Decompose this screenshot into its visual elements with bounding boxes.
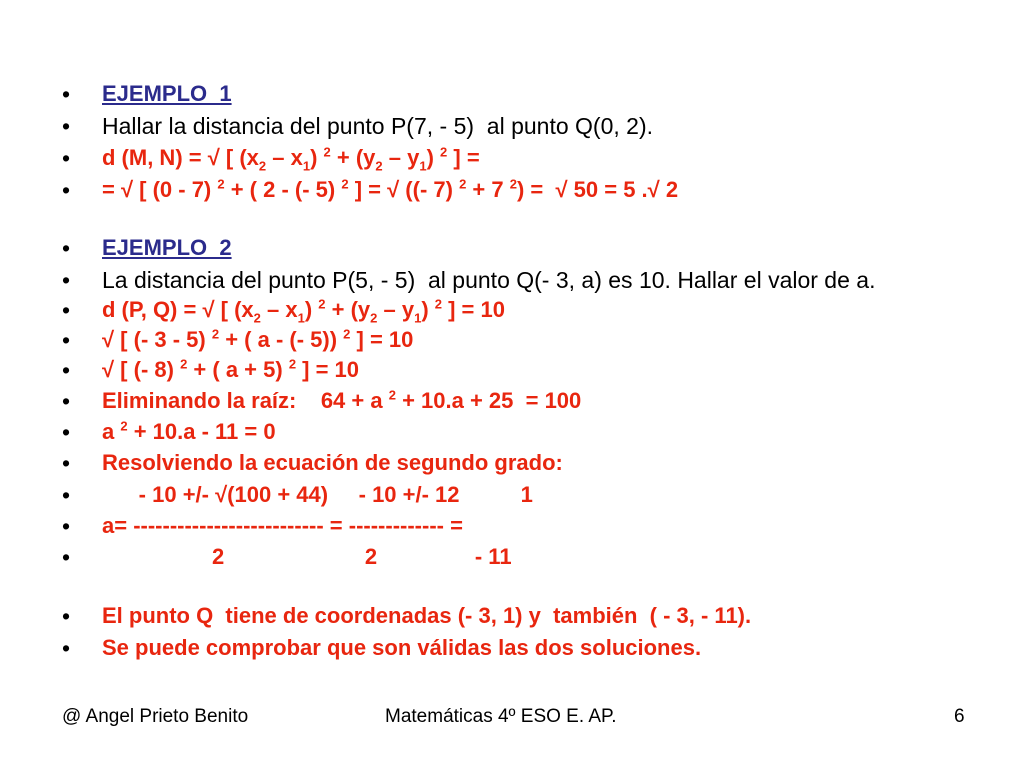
bullet-line-11 xyxy=(62,416,276,448)
conclusion-verify: Se puede comprobar que son válidas las dos soluciones. xyxy=(102,635,702,660)
heading-ejemplo-2: EJEMPLO 2 xyxy=(102,235,232,260)
bullet-line-4 xyxy=(62,174,679,206)
step-simplify: √ [ (- 8) $^2$ + ( a + 5) $^2$ ] = 10 xyxy=(102,356,360,382)
bullet-mark: • xyxy=(62,544,71,570)
bullet-line-5 xyxy=(62,232,232,264)
bullet-line-3 xyxy=(62,142,480,174)
bullet-mark: • xyxy=(62,603,71,629)
footer-course: Matemáticas 4º ESO E. AP. xyxy=(385,706,617,727)
step-solve-label: Resolviendo la ecuación de segundo grado: xyxy=(102,450,563,475)
problem-statement-2: La distancia del punto P(5, - 5) al punto Q(- 3, a) es 10. Hallar el valor de a. xyxy=(102,267,876,293)
problem-statement-1: Hallar la distancia del punto P(7, - 5) al punto Q(0, 2). xyxy=(102,113,654,139)
bullet-mark: • xyxy=(62,388,71,414)
bullet-line-15 xyxy=(62,541,512,573)
bullet-line-9 xyxy=(62,354,360,386)
step-quadratic: a $^2$ + 10.a - 11 = 0 xyxy=(102,418,276,444)
bullet-line-7 xyxy=(62,294,505,326)
bullet-mark: • xyxy=(62,297,71,323)
footer-page-number: 6 xyxy=(954,706,965,727)
bullet-line-6 xyxy=(62,264,876,296)
footer-author: @ Angel Prieto Benito xyxy=(62,706,249,727)
solution-1: = √ [ (0 - 7) $^2$ + ( 2 - (- 5) $^2$ ] = √ ((- 7) $^2$ + 7 $^2$) = √ 50 = 5 .√ 2 xyxy=(102,176,679,202)
distance-formula-mn: d (M, N) = √ [ $(x_2 - x_1) ^2 + (y_2 - y_1)$ $^2$ ] = xyxy=(102,144,480,174)
bullet-line-17 xyxy=(62,632,702,664)
bullet-mark: • xyxy=(62,235,71,261)
fraction-denominator: 2 2 - 11 xyxy=(102,544,512,569)
bullet-line-16 xyxy=(62,600,752,632)
bullet-mark: • xyxy=(62,81,71,107)
bullet-line-1 xyxy=(62,78,232,110)
bullet-mark: • xyxy=(62,177,71,203)
step-substitution: √ [ (- 3 - 5) $^2$ + ( a - (- 5)) $^2$ ] = 10 xyxy=(102,326,414,352)
bullet-mark: • xyxy=(62,113,71,139)
bullet-mark: • xyxy=(62,513,71,539)
heading-ejemplo-1: EJEMPLO 1 xyxy=(102,81,232,106)
distance-formula-pq: d (P, Q) = √ [ $(x_2 - x_1) ^2 + (y_2 - y_1)$ $^2$ ] = 10 xyxy=(102,296,505,326)
bullet-mark: • xyxy=(62,145,71,171)
fraction-numerator: - 10 +/- √(100 + 44) - 10 +/- 12 1 xyxy=(102,482,533,507)
bullet-line-14 xyxy=(62,510,463,542)
bullet-mark: • xyxy=(62,357,71,383)
bullet-mark: • xyxy=(62,419,71,445)
bullet-line-2 xyxy=(62,110,654,142)
bullet-mark: • xyxy=(62,450,71,476)
bullet-mark: • xyxy=(62,267,71,293)
bullet-line-12 xyxy=(62,447,563,479)
bullet-mark: • xyxy=(62,327,71,353)
bullet-mark: • xyxy=(62,635,71,661)
conclusion-coordinates: El punto Q tiene de coordenadas (- 3, 1) y también ( - 3, - 11). xyxy=(102,603,752,628)
bullet-line-13 xyxy=(62,479,533,511)
bullet-mark: • xyxy=(62,482,71,508)
step-remove-root: Eliminando la raíz: 64 + a $^2$ + 10.a + 25 = 100 xyxy=(102,387,582,413)
fraction-bar: a= -------------------------- = ------------- = xyxy=(102,513,463,538)
bullet-line-8 xyxy=(62,324,414,356)
bullet-line-10 xyxy=(62,385,582,417)
